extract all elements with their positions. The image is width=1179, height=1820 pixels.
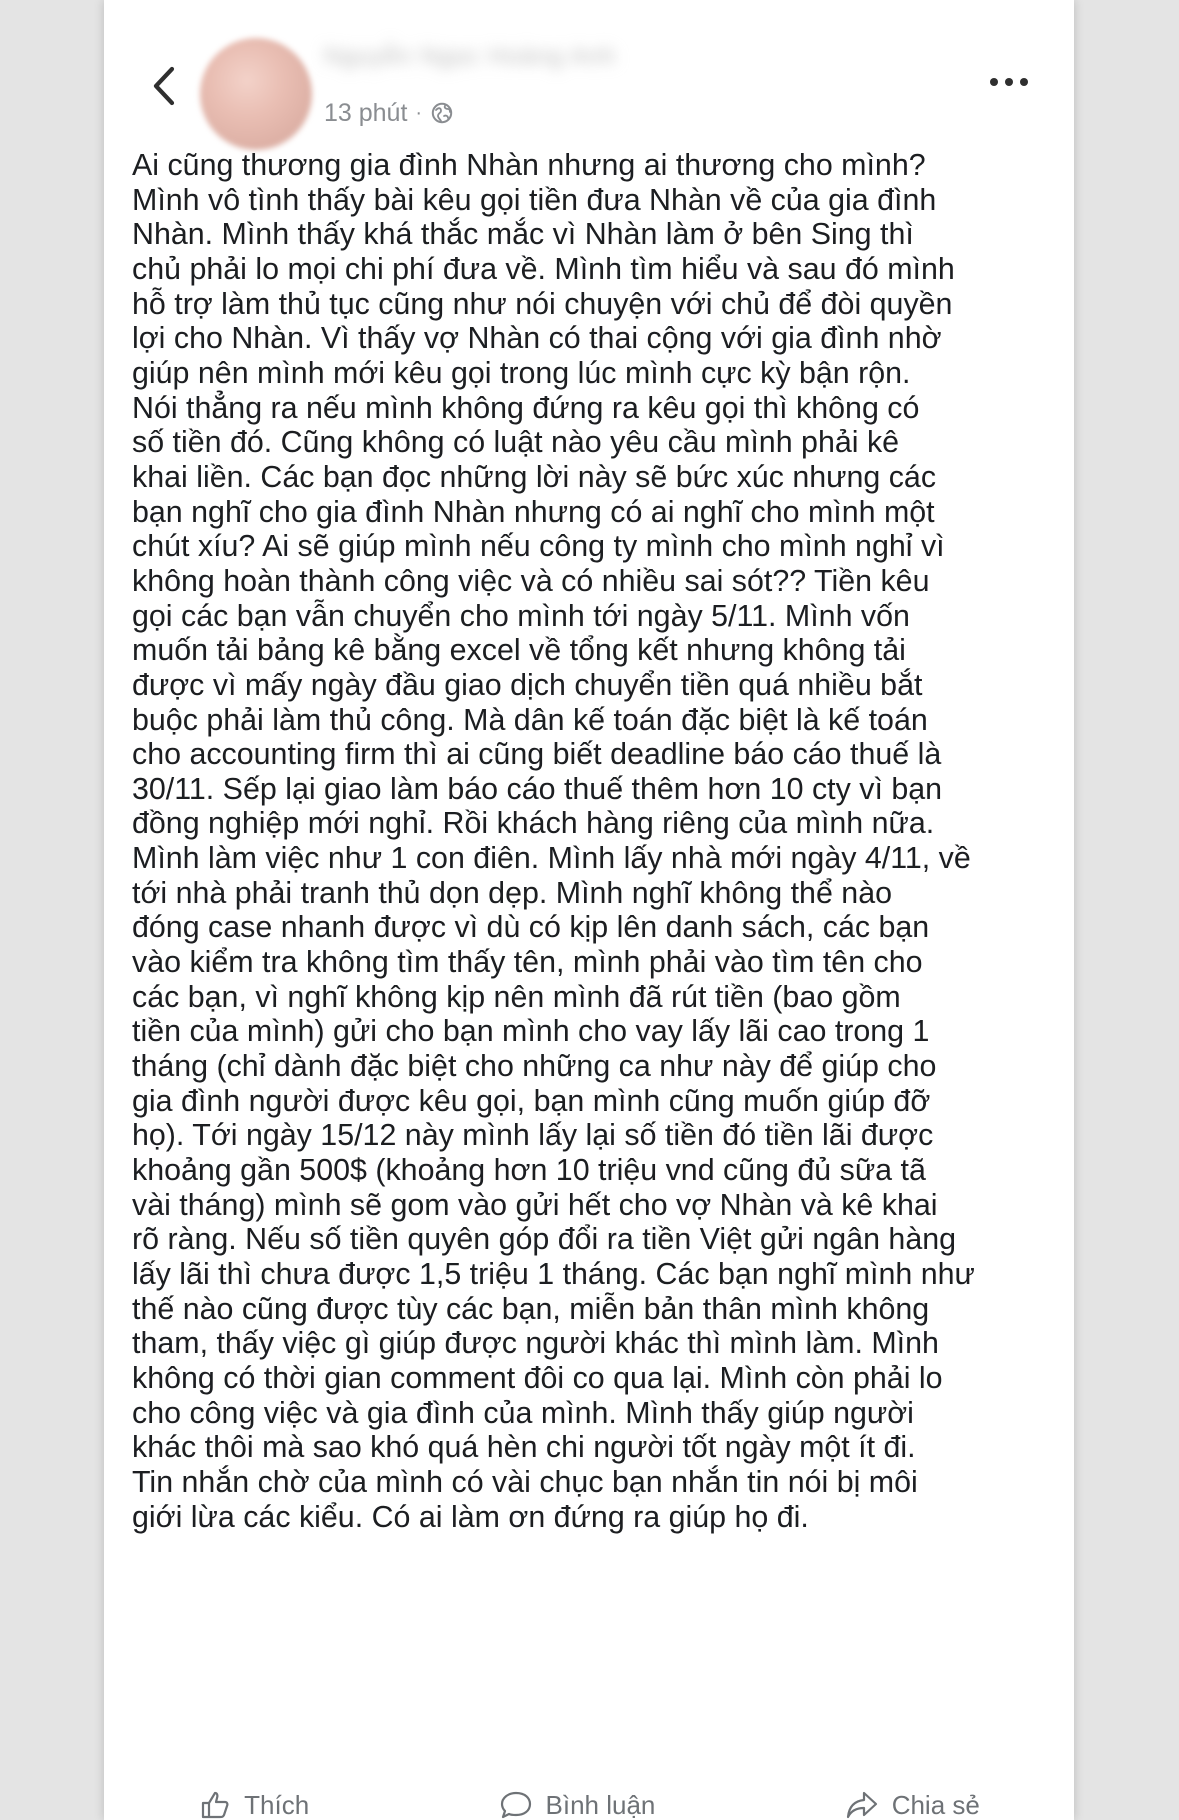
share-icon	[844, 1788, 880, 1820]
comment-label: Bình luận	[545, 1789, 656, 1820]
like-label: Thích	[244, 1789, 310, 1820]
post-meta	[324, 96, 454, 130]
facebook-post-card	[104, 0, 1074, 1820]
share-button[interactable]	[844, 1788, 980, 1820]
more-horizontal-icon	[988, 75, 1030, 93]
chevron-left-icon	[148, 65, 178, 112]
post-body: Ai cũng thương gia đình Nhàn nhưng ai thương cho mình? Mình vô tình thấy bài kêu gọi tiền đưa Nhàn về của gia đình Nhàn. Mình thấy khá thắc mắc vì Nhàn làm ở bên Sing thì chủ phải lo mọi chi phí đưa về. Mình tìm hiểu và sau đó mình hỗ trợ làm thủ tục cũng như nói chuyện với chủ để đòi quyền lợi cho Nhàn. Vì thấy vợ Nhàn có thai cộng với gia đình nhờ giúp nên mình mới kêu gọi trong lúc mình cực kỳ bận rộn. Nói thẳng ra nếu mình không đứng ra kêu gọi thì không có số tiền đó. Cũng không có luật nào yêu cầu mình phải kê khai liền. Các bạn đọc những lời này sẽ bức xúc nhưng các bạn nghĩ cho gia đình Nhàn nhưng có ai nghĩ cho mình một chút xíu? Ai sẽ giúp mình nếu công ty mình cho mình nghỉ vì không hoàn thành công việc và có nhiều sai sót?? Tiền kêu gọi các bạn vẫn chuyển cho mình tới ngày 5/11. Mình vốn muốn tải bảng kê bằng excel về tổng kết nhưng không tải được vì mấy ngày đầu giao dịch chuyển tiền quá nhiều bắt buộc phải làm thủ công. Mà dân kế toán đặc biệt là kế toán cho accounting firm thì ai cũng biết deadline báo cáo thuế là 30/11. Sếp lại giao làm báo cáo thuế thêm hơn 10 cty vì bạn đồng nghiệp mới nghỉ. Rồi khách hàng riêng của mình nữa. Mình làm việc như 1 con điên. Mình lấy nhà mới ngày 4/11, về tới nhà phải tranh thủ dọn dẹp. Mình nghĩ không thể nào đóng case nhanh được vì dù có kịp lên danh sách, các bạn vào kiểm tra không tìm thấy tên, mình phải vào tìm tên cho các bạn, vì nghĩ không kịp nên mình đã rút tiền (bao gồm tiền của mình) gửi cho bạn mình cho vay lấy lãi cao trong 1 tháng (chỉ dành đặc biệt cho những ca như này để giúp cho gia đình người được kêu gọi, bạn mình cũng muốn giúp đỡ họ). Tới ngày 15/12 này mình lấy lại số tiền đó tiền lãi được khoảng gần 500$ (khoảng hơn 10 triệu vnd cũng đủ sữa tã vài tháng) mình sẽ gom vào gửi hết cho vợ Nhàn và kê khai rõ ràng. Nếu số tiền quyên góp đổi ra tiền Việt gửi ngân hàng lấy lãi thì chưa được 1,5 triệu 1 tháng. Các bạn nghĩ mình như thế nào cũng được tùy các bạn, miễn bản thân mình không tham, thấy việc gì giúp được người khác thì mình làm. Mình không có thời gian comment đôi co qua lại. Mình còn phải lo cho công việc và gia đình của mình. Mình thấy giúp người khác thôi mà sao khó quá hèn chi người tốt ngày một ít đi. Tin nhắn chờ của mình có vài chục bạn nhắn tin nói bị môi giới lừa các kiểu. Có ai làm ơn đứng ra giúp họ đi.	[132, 148, 975, 1534]
globe-icon	[430, 101, 454, 125]
back-button[interactable]	[134, 52, 192, 124]
meta-separator: ·	[415, 102, 423, 124]
avatar[interactable]	[200, 38, 312, 150]
more-options-button[interactable]	[986, 68, 1032, 100]
share-label: Chia sẻ	[891, 1789, 980, 1820]
post-header	[104, 0, 1074, 150]
like-button[interactable]	[198, 1788, 309, 1820]
comment-icon	[498, 1788, 534, 1820]
post-time[interactable]: 13 phút	[324, 99, 408, 127]
comment-button[interactable]	[498, 1788, 656, 1820]
post-actions	[104, 1788, 1074, 1820]
thumbs-up-icon	[198, 1788, 232, 1820]
author-name[interactable]: Nguyễn Ngọc Hoàng Anh	[324, 43, 616, 70]
